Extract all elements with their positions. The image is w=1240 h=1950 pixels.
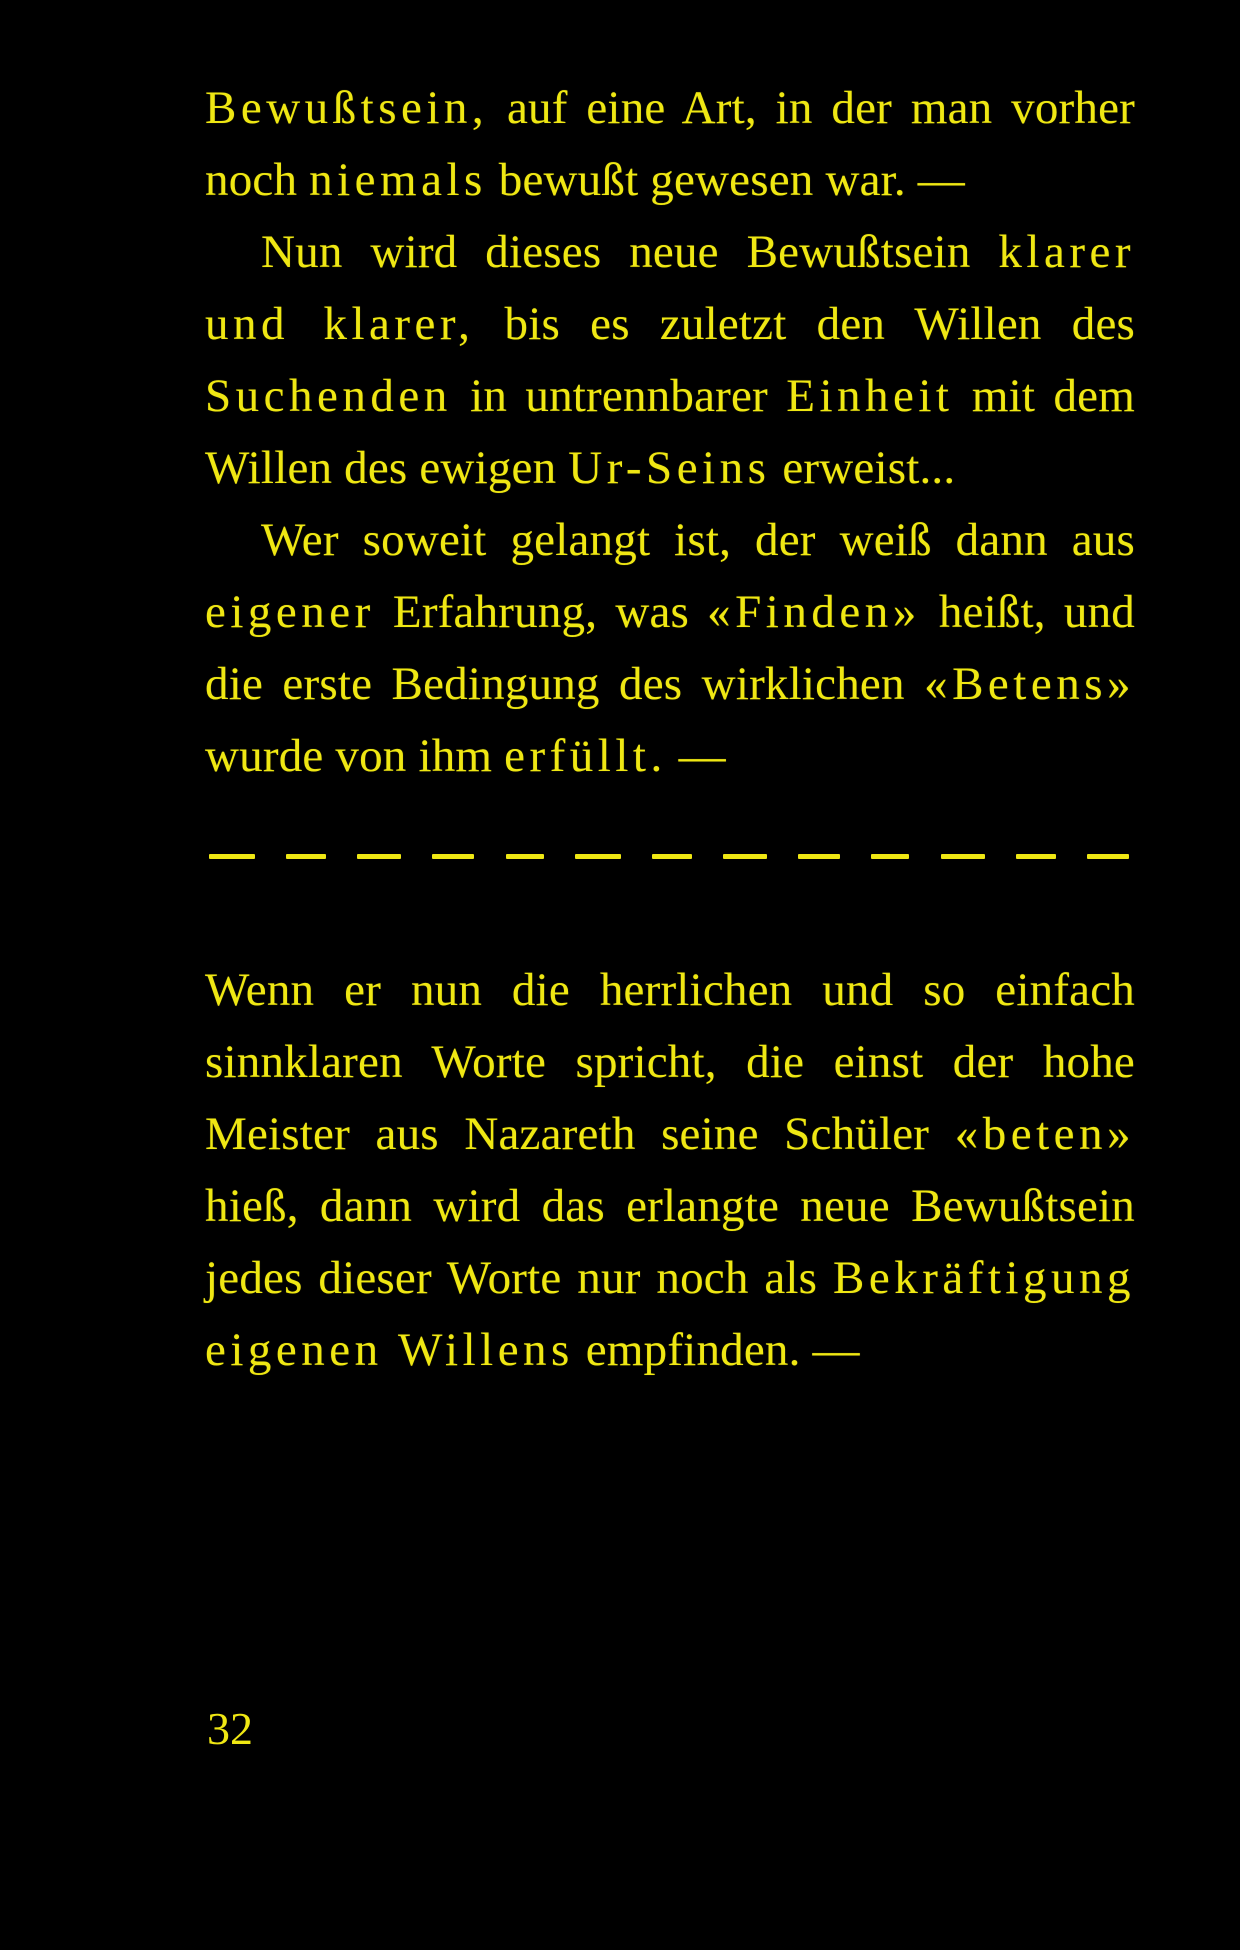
paragraph-2: Nun wird dieses neue Bewußtsein klarer und klarer, bis es zuletzt den Willen des Suchenden in untrennbarer Einheit mit dem Willen des ewigen Ur-Seins erweist... — [205, 226, 1136, 494]
paragraph-2-emphasis-3: Einheit — [786, 370, 954, 422]
paragraph-2-emphasis-1: klarer und klarer, — [205, 226, 1135, 350]
paragraph-2-emphasis-4: Ur-Seins — [568, 442, 771, 494]
text-column — [205, 72, 1135, 1386]
paragraph-3-emphasis-2: «Finden» — [707, 586, 921, 638]
block-spacer — [205, 886, 1135, 954]
dashed-rule-dashes — [209, 854, 1129, 859]
paragraph-2-emphasis-2: Suchenden — [205, 370, 452, 422]
paragraph-1: Bewußtsein, auf eine Art, in der man vorher noch niemals bewußt gewesen war. — — [205, 82, 1135, 206]
paragraph-4-emphasis-1: «beten» — [954, 1108, 1135, 1160]
paragraph-3-emphasis-1: eigener — [205, 586, 375, 638]
paragraph-3-emphasis-4: erfüllt. — [504, 730, 667, 782]
page-number: 32 — [207, 1703, 253, 1754]
paragraph-1-lead: Bewußtsein, — [205, 82, 489, 134]
paragraph-3-emphasis-3: «Betens» — [924, 658, 1135, 710]
paragraph-4-emphasis-2: Bekräftigung eigenen Willens — [205, 1252, 1135, 1376]
dashed-rule — [205, 846, 1135, 886]
paragraph-4: Wenn er nun die herrlichen und so einfach sinnklaren Worte spricht, die einst der hohe Meister aus Nazareth seine Schüler «beten» hieß, dann wird das erlangte neue Bewußtsein jedes dieser Worte nur noch als Bekräftigung eigenen Willens empfinden. — — [205, 964, 1135, 1376]
paragraph-1-emphasis: niemals — [309, 154, 487, 206]
paragraph-3: Wer soweit gelangt ist, der weiß dann aus eigener Erfahrung, was «Finden» heißt, und die erste Bedingung des wirklichen «Betens» wurde von ihm erfüllt. — — [205, 514, 1135, 782]
